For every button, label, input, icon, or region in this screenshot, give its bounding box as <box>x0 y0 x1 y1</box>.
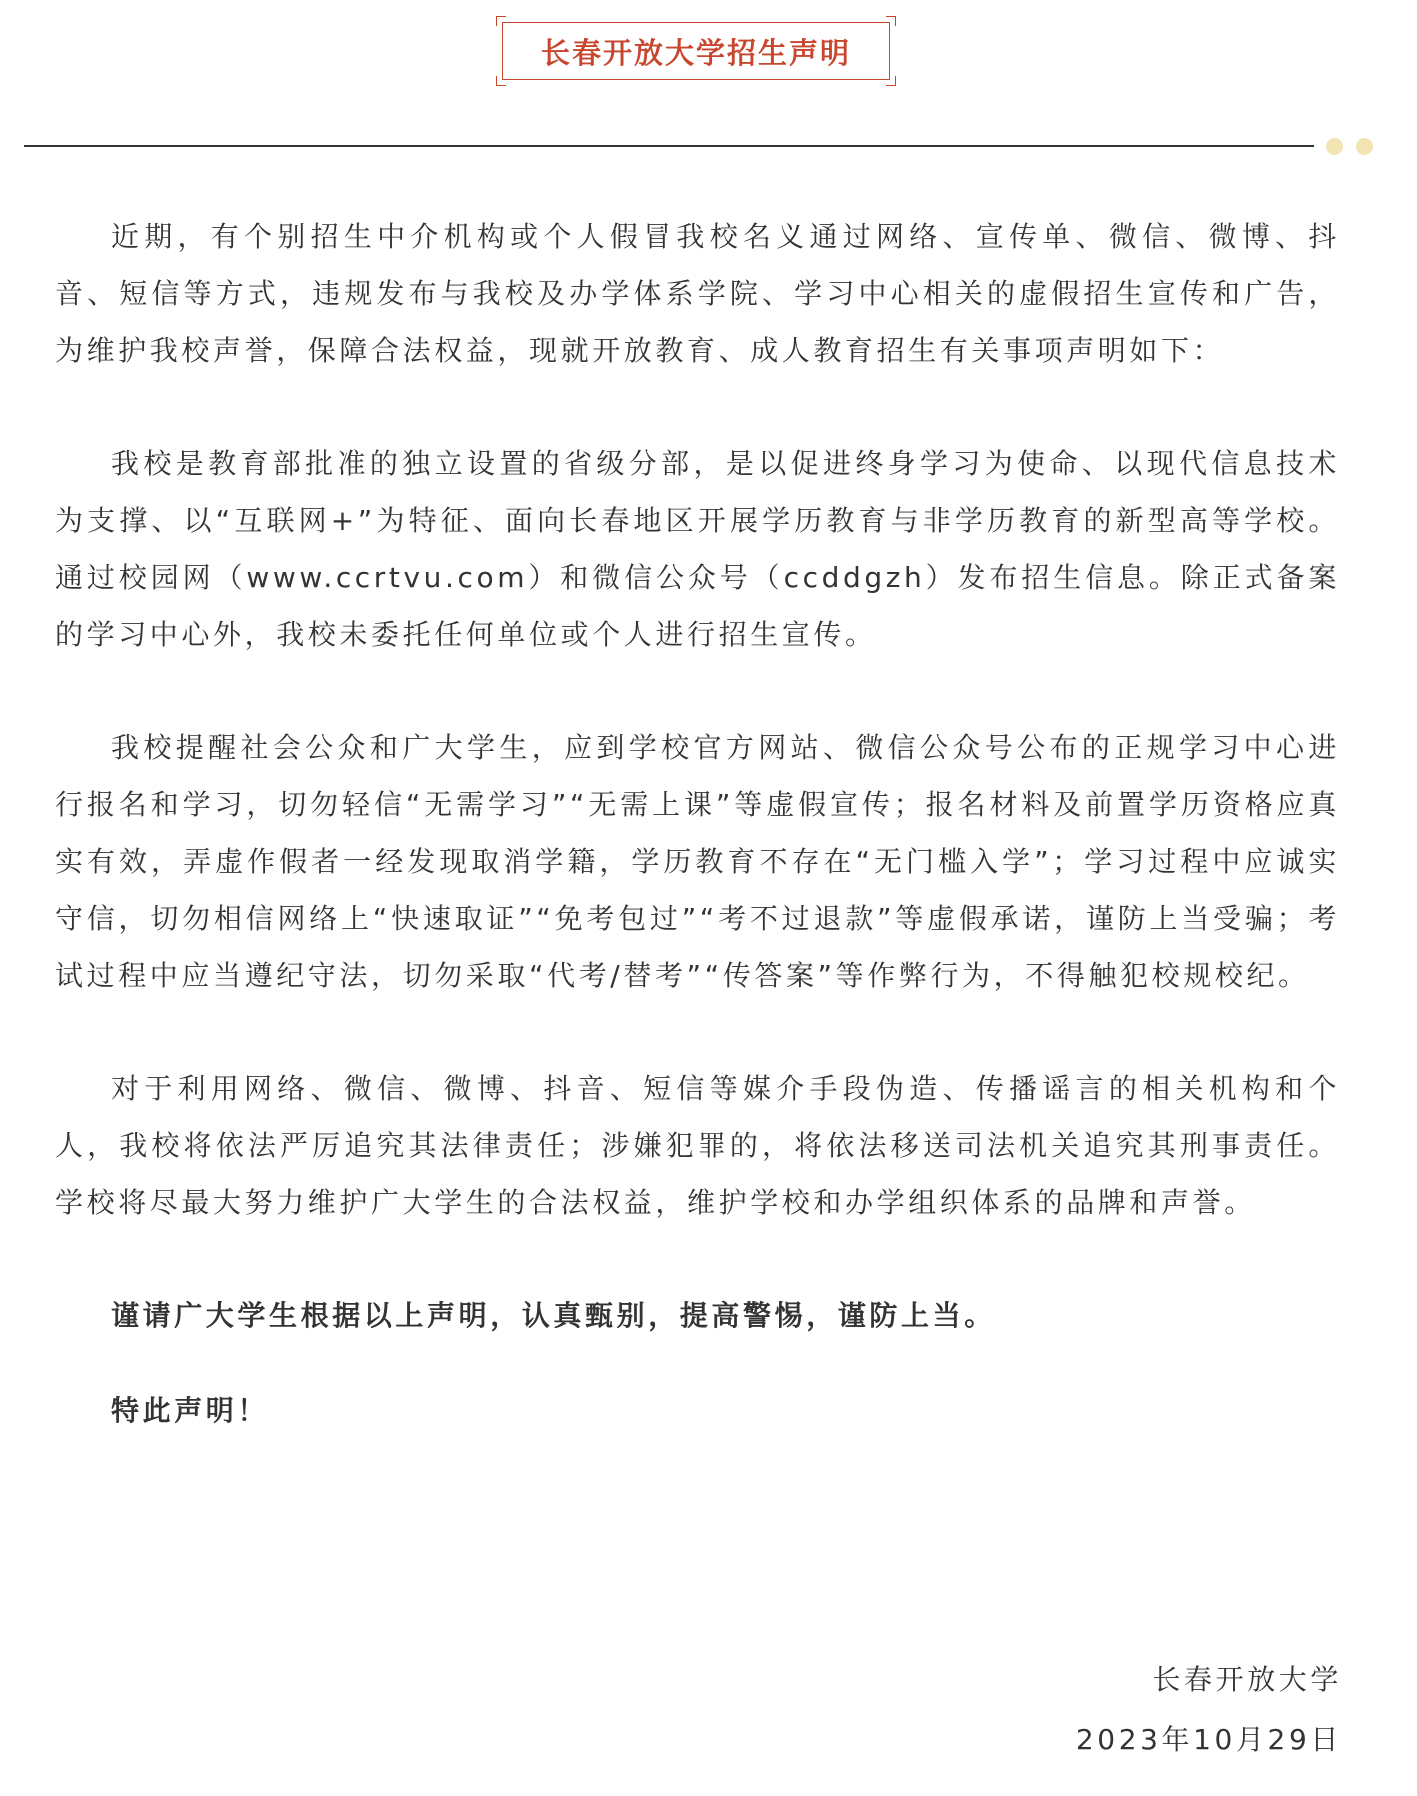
warning-statement: 谨请广大学生根据以上声明，认真甄别，提高警惕，谨防上当。 <box>111 1299 996 1332</box>
signature-date: 2023年10月29日 <box>1075 1723 1342 1756</box>
paragraph-reminder: 我校提醒社会公众和广大学生，应到学校官方网站、微信公众号公布的正规学习中心进行报名和学习，切勿轻信“无需学习”“无需上课”等虚假宣传；报名材料及前置学历资格应真实有效，弄虚作假者一经发现取消学籍，学历教育不存在“无门槛入学”；学习过程中应诚实守信，切勿相信网络上“快速取证”“免考包过”“考不过退款”等虚假承诺，谨防上当受骗；考试过程中应当遵纪守法，切勿采取“代考/替考”“传答案”等作弊行为，不得触犯校规校纪。 <box>55 731 1340 992</box>
title-banner <box>496 16 896 86</box>
paragraph-school-info: 我校是教育部批准的独立设置的省级分部，是以促进终身学习为使命、以现代信息技术为支撑、以“互联网+”为特征、面向长春地区开展学历教育与非学历教育的新型高等学校。通过校园网（www.ccrtvu.com）和微信公众号（ccddgzh）发布招生信息。除正式备案的学习中心外，我校未委托任何单位或个人进行招生宣传。 <box>55 447 1340 651</box>
paragraph-legal: 对于利用网络、微信、微博、抖音、短信等媒介手段伪造、传播谣言的相关机构和个人，我校将依法严厉追究其法律责任；涉嫌犯罪的，将依法移送司法机关追究其刑事责任。学校将尽最大努力维护广大学生的合法权益，维护学校和办学组织体系的品牌和声誉。 <box>55 1072 1340 1219</box>
decorative-dot-icon <box>1326 138 1343 155</box>
page-title: 长春开放大学招生声明 <box>540 35 851 70</box>
signature-organization: 长春开放大学 <box>1152 1663 1342 1696</box>
article-body <box>55 208 1340 1439</box>
paragraph-intro: 近期，有个别招生中介机构或个人假冒我校名义通过网络、宣传单、微信、微博、抖音、短信等方式，违规发布与我校及办学体系学院、学习中心相关的虚假招生宣传和广告，为维护我校声誉，保障合法权益，现就开放教育、成人教育招生有关事项声明如下： <box>55 220 1340 367</box>
closing-statement: 特此声明！ <box>111 1394 270 1427</box>
header-divider <box>24 145 1314 147</box>
decorative-dot-icon <box>1356 138 1373 155</box>
